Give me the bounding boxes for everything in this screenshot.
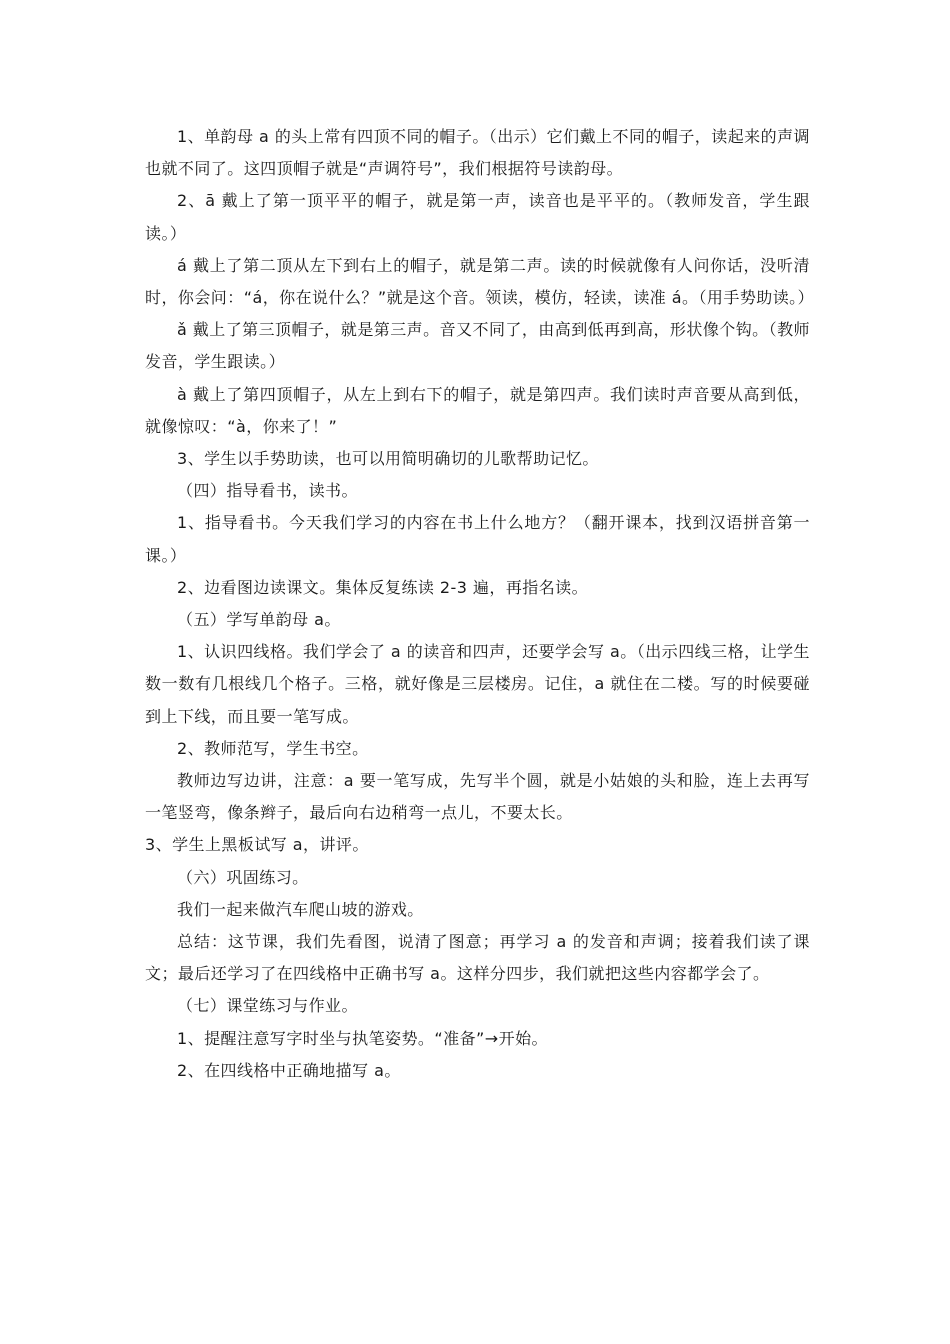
paragraph: á 戴上了第二顶从左下到右上的帽子，就是第二声。读的时候就像有人问你话，没听清时，你会问：“á，你在说什么？”就是这个音。领读，模仿，轻读，读准 á。（用手势助读。） (145, 255, 815, 308)
paragraph: ǎ 戴上了第三顶帽子，就是第三声。音又不同了，由高到低再到高，形状像个钩。（教师发音，学生跟读。） (145, 320, 810, 372)
paragraph: 1、提醒注意写字时坐与执笔姿势。“准备”→开始。 (177, 1028, 548, 1048)
paragraph: 2、在四线格中正确地描写 a。 (177, 1060, 401, 1080)
paragraph: 1、单韵母 a 的头上常有四顶不同的帽子。（出示）它们戴上不同的帽子，读起来的声调也就不同了。这四顶帽子就是“声调符号”，我们根据符号读韵母。 (145, 127, 810, 179)
paragraph: à 戴上了第四顶帽子，从左上到右下的帽子，就是第四声。我们读时声音要从高到低，就像惊叹：“à，你来了！” (145, 384, 810, 436)
paragraph: 我们一起来做汽车爬山坡的游戏。 (177, 899, 424, 919)
paragraph: 教师边写边讲，注意：a 要一笔写成，先写半个圆，就是小姑娘的头和脸，连上去再写一笔竖弯，像条辫子，最后向右边稍弯一点儿，不要太长。 (145, 771, 810, 823)
paragraph: 3、学生上黑板试写 a，讲评。 (145, 835, 369, 855)
paragraph: 2、边看图边读课文。集体反复练读 2-3 遍，再指名读。 (177, 577, 589, 597)
paragraph: （七）课堂练习与作业。 (177, 996, 358, 1016)
paragraph: 1、认识四线格。我们学会了 a 的读音和四声，还要学会写 a。（出示四线三格，让学生数一数有几根线几个格子。三格，就好像是三层楼房。记住，a 就住在二楼。写的时候要碰到上下线，而且要一笔写成。 (145, 642, 810, 726)
paragraph: 2、教师范写，学生书空。 (177, 738, 369, 758)
document-body (145, 121, 815, 1087)
paragraph: （四）指导看书，读书。 (177, 481, 358, 501)
paragraph: （六）巩固练习。 (177, 867, 309, 887)
paragraph: 2、ā 戴上了第一顶平平的帽子，就是第一声，读音也是平平的。（教师发音，学生跟读。） (145, 191, 810, 243)
paragraph: 3、学生以手势助读，也可以用简明确切的儿歌帮助记忆。 (177, 449, 599, 469)
paragraph: 总结：这节课，我们先看图，说清了图意；再学习 a 的发音和声调；接着我们读了课文；最后还学习了在四线格中正确书写 a。这样分四步，我们就把这些内容都学会了。 (145, 932, 810, 984)
paragraph: 1、指导看书。今天我们学习的内容在书上什么地方？（翻开课本，找到汉语拼音第一课。） (145, 513, 810, 565)
paragraph: （五）学写单韵母 a。 (177, 610, 341, 630)
